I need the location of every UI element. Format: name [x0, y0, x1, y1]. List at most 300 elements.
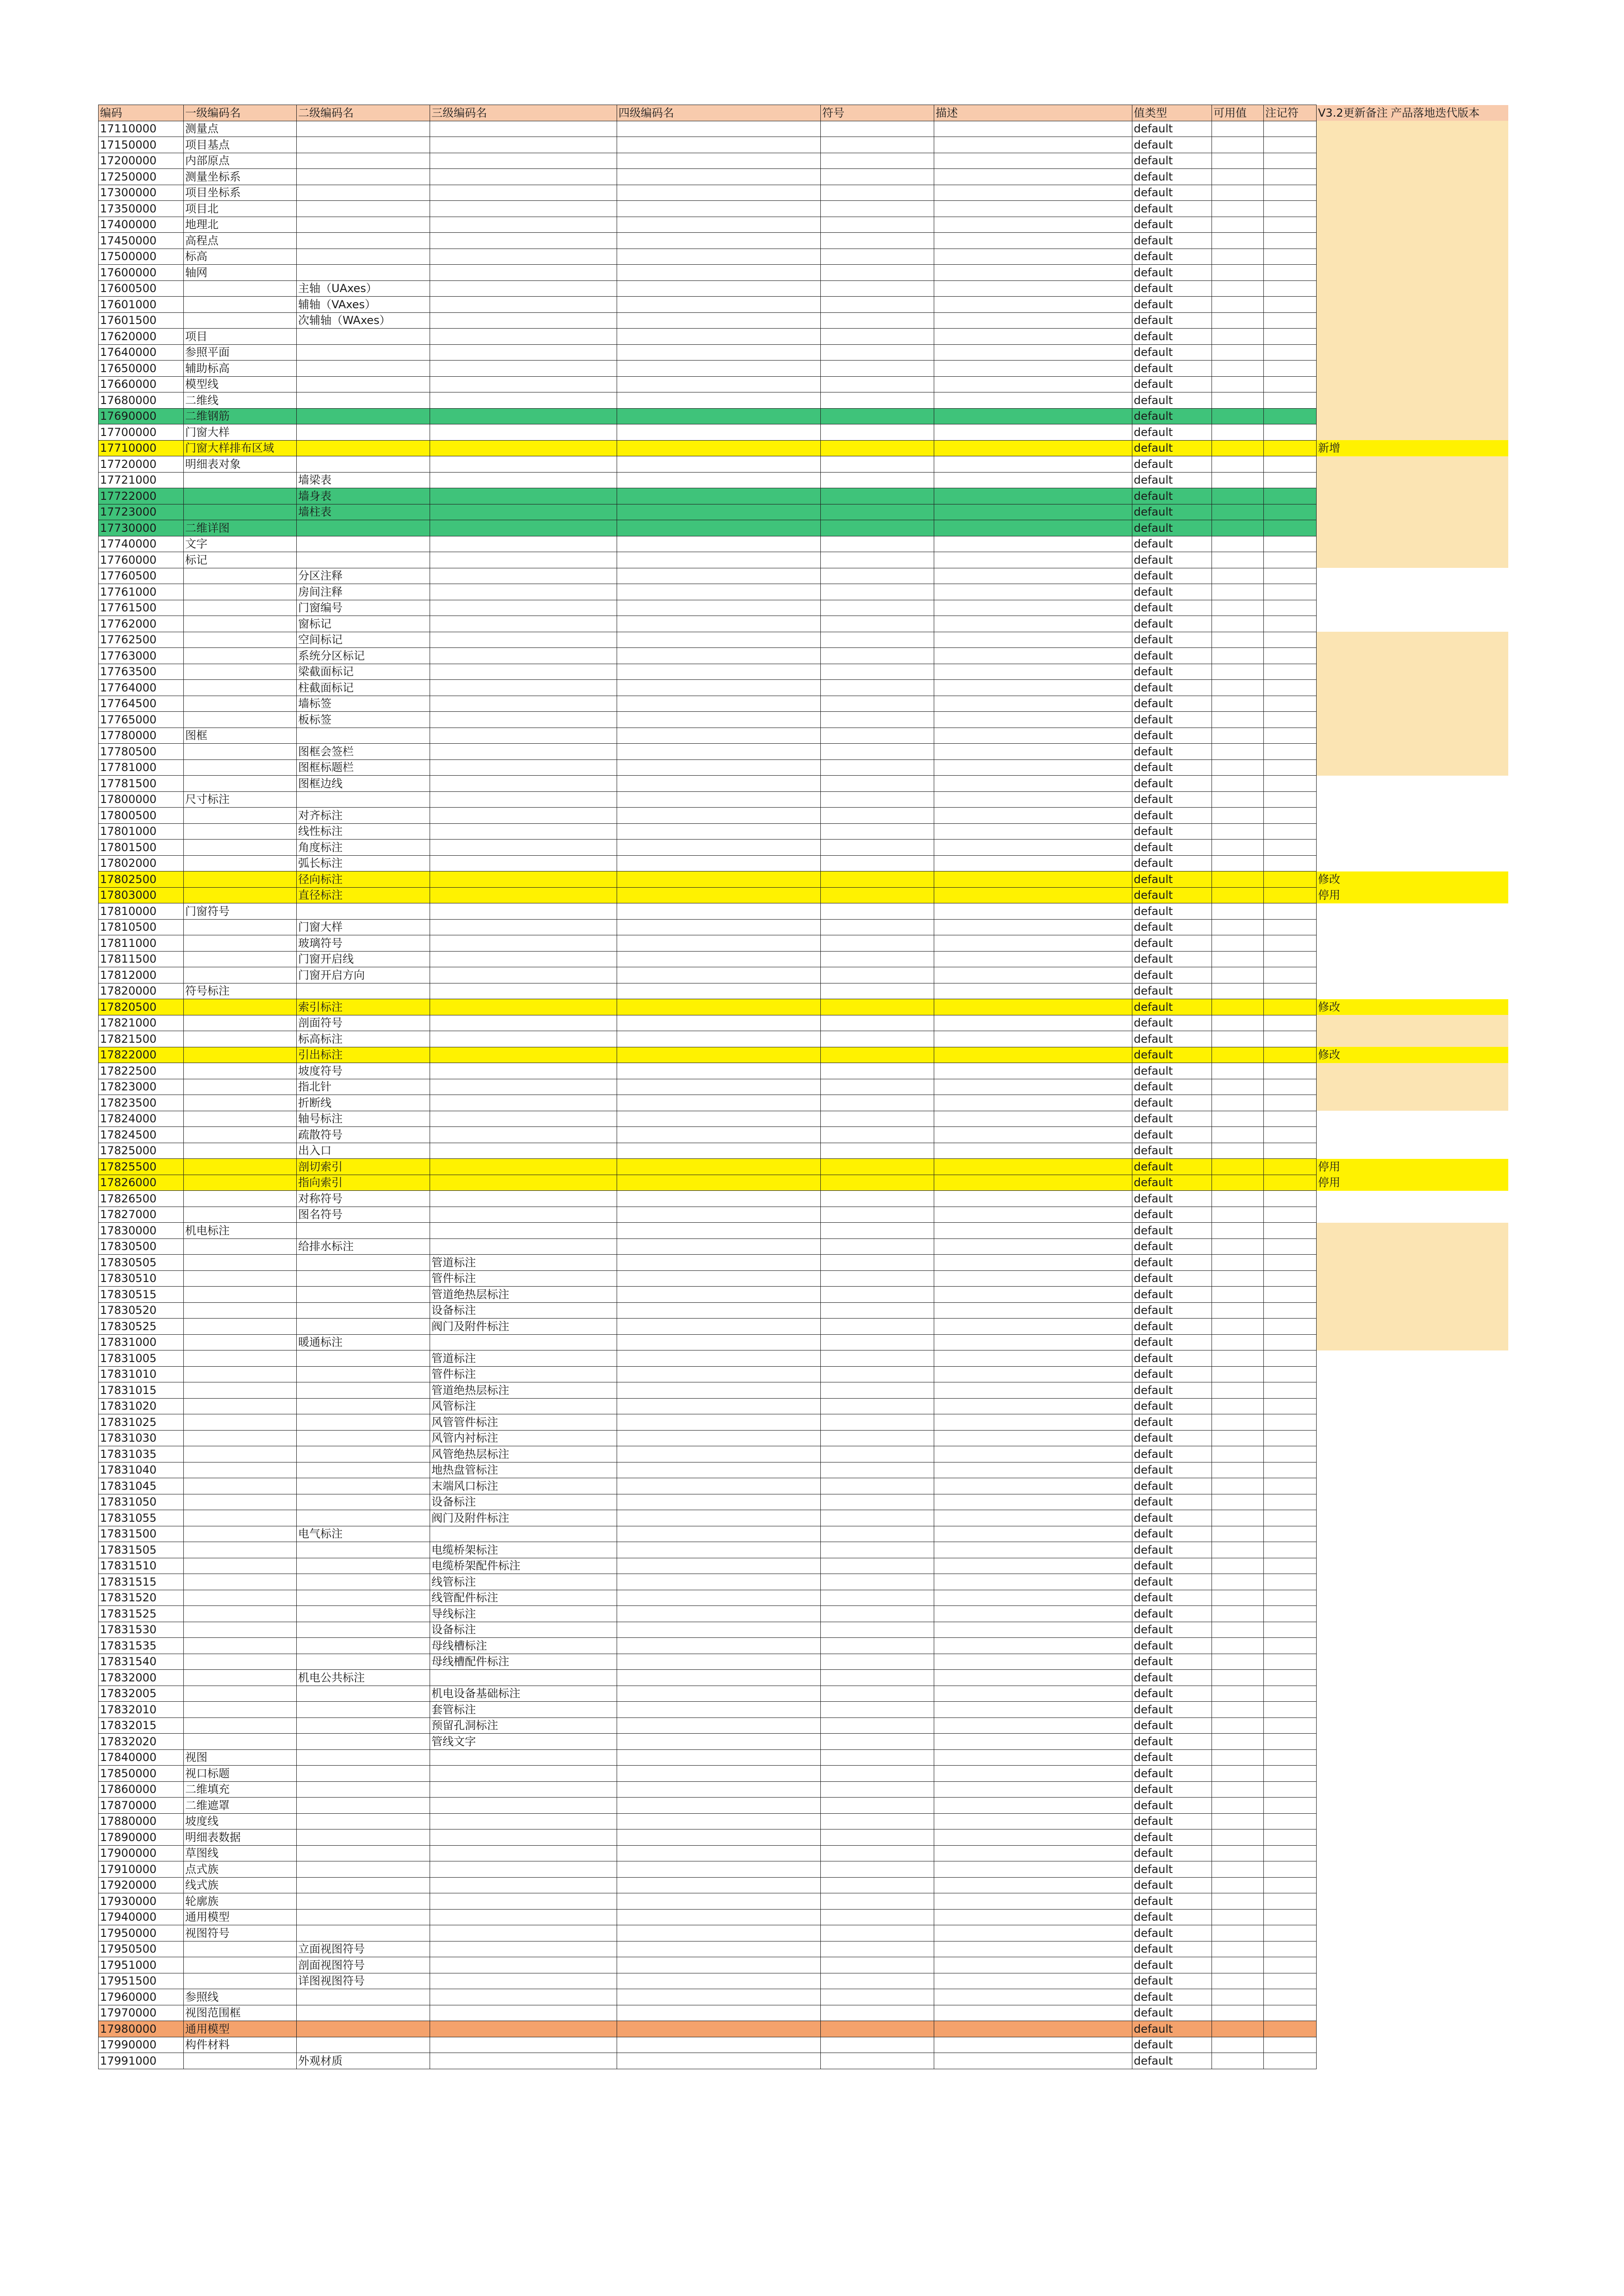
cell-code[interactable]: 17802000	[99, 855, 184, 871]
cell-code[interactable]: 17710000	[99, 440, 184, 456]
cell-code[interactable]: 17765000	[99, 712, 184, 728]
cell-annotation[interactable]	[1264, 680, 1317, 696]
cell-level1-name[interactable]	[184, 1638, 297, 1654]
cell-level3-name[interactable]	[430, 1845, 617, 1861]
cell-update-note[interactable]	[1317, 1430, 1390, 1446]
cell-level4-name[interactable]	[617, 520, 821, 536]
cell-update-note[interactable]	[1317, 584, 1390, 600]
cell-value-type[interactable]: default	[1132, 1654, 1212, 1670]
cell-annotation[interactable]	[1264, 568, 1317, 584]
cell-code[interactable]: 17831045	[99, 1478, 184, 1494]
cell-description[interactable]	[934, 1302, 1132, 1319]
cell-level3-name[interactable]: 管道绝热层标注	[430, 1382, 617, 1399]
cell-level2-name[interactable]	[297, 1462, 430, 1478]
cell-level4-name[interactable]	[617, 1973, 821, 1989]
cell-description[interactable]	[934, 1606, 1132, 1622]
cell-product-version[interactable]	[1389, 1350, 1508, 1367]
cell-annotation[interactable]	[1264, 456, 1317, 473]
cell-code[interactable]: 17820000	[99, 983, 184, 999]
cell-level1-name[interactable]	[184, 808, 297, 824]
cell-symbol[interactable]	[821, 776, 934, 792]
cell-description[interactable]	[934, 1047, 1132, 1063]
cell-level1-name[interactable]	[184, 1143, 297, 1159]
cell-available-values[interactable]	[1212, 1366, 1264, 1382]
cell-description[interactable]	[934, 1462, 1132, 1478]
cell-code[interactable]: 17832010	[99, 1702, 184, 1718]
cell-level2-name[interactable]: 梁截面标记	[297, 664, 430, 680]
cell-level3-name[interactable]	[430, 600, 617, 616]
cell-symbol[interactable]	[821, 1398, 934, 1414]
cell-level4-name[interactable]	[617, 664, 821, 680]
cell-update-note[interactable]	[1317, 1095, 1390, 1111]
cell-description[interactable]	[934, 680, 1132, 696]
cell-available-values[interactable]	[1212, 504, 1264, 520]
cell-description[interactable]	[934, 1558, 1132, 1574]
cell-description[interactable]	[934, 472, 1132, 488]
cell-level1-name[interactable]: 二维填充	[184, 1781, 297, 1798]
cell-update-note[interactable]	[1317, 297, 1390, 313]
cell-description[interactable]	[934, 791, 1132, 808]
cell-product-version[interactable]	[1389, 233, 1508, 249]
cell-annotation[interactable]	[1264, 1638, 1317, 1654]
cell-value-type[interactable]: default	[1132, 1015, 1212, 1031]
cell-product-version[interactable]	[1389, 344, 1508, 361]
cell-value-type[interactable]: default	[1132, 935, 1212, 952]
cell-level4-name[interactable]	[617, 233, 821, 249]
cell-annotation[interactable]	[1264, 1861, 1317, 1878]
cell-level2-name[interactable]: 图框边线	[297, 776, 430, 792]
cell-level1-name[interactable]: 视口标题	[184, 1766, 297, 1782]
cell-value-type[interactable]: default	[1132, 1207, 1212, 1223]
cell-level3-name[interactable]	[430, 1893, 617, 1910]
cell-level1-name[interactable]	[184, 1255, 297, 1271]
cell-level1-name[interactable]	[184, 967, 297, 983]
cell-level2-name[interactable]	[297, 1702, 430, 1718]
cell-level3-name[interactable]: 预留孔洞标注	[430, 1717, 617, 1734]
cell-annotation[interactable]	[1264, 1798, 1317, 1814]
cell-description[interactable]	[934, 712, 1132, 728]
cell-description[interactable]	[934, 967, 1132, 983]
cell-available-values[interactable]	[1212, 312, 1264, 329]
cell-level1-name[interactable]	[184, 759, 297, 776]
cell-update-note[interactable]	[1317, 1207, 1390, 1223]
cell-level3-name[interactable]	[430, 504, 617, 520]
cell-level4-name[interactable]	[617, 1925, 821, 1941]
cell-symbol[interactable]	[821, 536, 934, 552]
cell-product-version[interactable]	[1389, 297, 1508, 313]
cell-level4-name[interactable]	[617, 488, 821, 504]
cell-annotation[interactable]	[1264, 1957, 1317, 1973]
cell-level2-name[interactable]	[297, 249, 430, 265]
cell-value-type[interactable]: default	[1132, 1702, 1212, 1718]
cell-level2-name[interactable]	[297, 1414, 430, 1431]
cell-code[interactable]: 17823000	[99, 1079, 184, 1095]
cell-level2-name[interactable]: 剖面视图符号	[297, 1957, 430, 1973]
cell-product-version[interactable]	[1389, 456, 1508, 473]
cell-level2-name[interactable]	[297, 1909, 430, 1925]
cell-description[interactable]	[934, 1366, 1132, 1382]
cell-symbol[interactable]	[821, 919, 934, 935]
cell-value-type[interactable]: default	[1132, 712, 1212, 728]
cell-level1-name[interactable]: 项目	[184, 329, 297, 345]
cell-code[interactable]: 17761500	[99, 600, 184, 616]
cell-code[interactable]: 17781500	[99, 776, 184, 792]
cell-level3-name[interactable]: 电缆桥架配件标注	[430, 1558, 617, 1574]
cell-level2-name[interactable]: 给排水标注	[297, 1238, 430, 1255]
cell-symbol[interactable]	[821, 1319, 934, 1335]
cell-symbol[interactable]	[821, 1223, 934, 1239]
cell-level2-name[interactable]: 索引标注	[297, 999, 430, 1015]
cell-product-version[interactable]	[1389, 1366, 1508, 1382]
cell-level2-name[interactable]	[297, 1925, 430, 1941]
cell-update-note[interactable]	[1317, 1749, 1390, 1766]
cell-level1-name[interactable]	[184, 1606, 297, 1622]
cell-description[interactable]	[934, 648, 1132, 664]
cell-annotation[interactable]	[1264, 121, 1317, 137]
cell-symbol[interactable]	[821, 1095, 934, 1111]
cell-description[interactable]	[934, 1430, 1132, 1446]
cell-symbol[interactable]	[821, 1494, 934, 1510]
cell-value-type[interactable]: default	[1132, 185, 1212, 201]
cell-annotation[interactable]	[1264, 536, 1317, 552]
cell-value-type[interactable]: default	[1132, 855, 1212, 871]
cell-level3-name[interactable]: 母线槽标注	[430, 1638, 617, 1654]
cell-code[interactable]: 17760500	[99, 568, 184, 584]
cell-value-type[interactable]: default	[1132, 1686, 1212, 1702]
cell-available-values[interactable]	[1212, 1654, 1264, 1670]
cell-available-values[interactable]	[1212, 1542, 1264, 1558]
cell-level3-name[interactable]	[430, 1015, 617, 1031]
cell-level2-name[interactable]: 墙身表	[297, 488, 430, 504]
cell-code[interactable]: 17620000	[99, 329, 184, 345]
cell-level2-name[interactable]	[297, 376, 430, 392]
cell-symbol[interactable]	[821, 376, 934, 392]
cell-annotation[interactable]	[1264, 855, 1317, 871]
cell-level4-name[interactable]	[617, 1366, 821, 1382]
cell-level2-name[interactable]	[297, 1749, 430, 1766]
cell-product-version[interactable]	[1389, 1702, 1508, 1718]
cell-update-note[interactable]	[1317, 759, 1390, 776]
cell-value-type[interactable]: default	[1132, 616, 1212, 632]
cell-level3-name[interactable]: 设备标注	[430, 1622, 617, 1638]
cell-level2-name[interactable]	[297, 1622, 430, 1638]
cell-available-values[interactable]	[1212, 1047, 1264, 1063]
cell-update-note[interactable]	[1317, 1574, 1390, 1590]
cell-level1-name[interactable]	[184, 488, 297, 504]
cell-product-version[interactable]	[1389, 1622, 1508, 1638]
cell-available-values[interactable]	[1212, 1207, 1264, 1223]
cell-value-type[interactable]: default	[1132, 472, 1212, 488]
cell-value-type[interactable]: default	[1132, 903, 1212, 920]
cell-annotation[interactable]	[1264, 1686, 1317, 1702]
cell-level3-name[interactable]	[430, 967, 617, 983]
cell-level1-name[interactable]: 辅助标高	[184, 361, 297, 377]
cell-description[interactable]	[934, 440, 1132, 456]
cell-level1-name[interactable]: 二维线	[184, 392, 297, 409]
cell-level3-name[interactable]	[430, 1079, 617, 1095]
cell-product-version[interactable]	[1389, 759, 1508, 776]
cell-annotation[interactable]	[1264, 1478, 1317, 1494]
cell-value-type[interactable]: default	[1132, 1574, 1212, 1590]
cell-symbol[interactable]	[821, 967, 934, 983]
cell-level2-name[interactable]	[297, 121, 430, 137]
cell-symbol[interactable]	[821, 1462, 934, 1478]
cell-level3-name[interactable]	[430, 1095, 617, 1111]
cell-level2-name[interactable]	[297, 1223, 430, 1239]
cell-annotation[interactable]	[1264, 1047, 1317, 1063]
cell-description[interactable]	[934, 999, 1132, 1015]
cell-code[interactable]: 17722000	[99, 488, 184, 504]
cell-description[interactable]	[934, 1382, 1132, 1399]
cell-level4-name[interactable]	[617, 616, 821, 632]
cell-level2-name[interactable]	[297, 1366, 430, 1382]
cell-update-note[interactable]	[1317, 664, 1390, 680]
cell-update-note[interactable]	[1317, 265, 1390, 281]
cell-code[interactable]: 17500000	[99, 249, 184, 265]
cell-description[interactable]	[934, 1334, 1132, 1350]
cell-value-type[interactable]: default	[1132, 280, 1212, 297]
cell-level2-name[interactable]: 对称符号	[297, 1191, 430, 1207]
cell-level4-name[interactable]	[617, 1734, 821, 1750]
cell-code[interactable]: 17764000	[99, 680, 184, 696]
cell-code[interactable]: 17762500	[99, 632, 184, 648]
cell-product-version[interactable]	[1389, 1143, 1508, 1159]
cell-description[interactable]	[934, 1734, 1132, 1750]
cell-description[interactable]	[934, 1798, 1132, 1814]
cell-update-note[interactable]	[1317, 1414, 1390, 1431]
cell-level1-name[interactable]	[184, 1494, 297, 1510]
cell-update-note[interactable]	[1317, 1893, 1390, 1910]
cell-level4-name[interactable]	[617, 1702, 821, 1718]
cell-product-version[interactable]	[1389, 680, 1508, 696]
cell-value-type[interactable]: default	[1132, 2005, 1212, 2021]
cell-update-note[interactable]	[1317, 919, 1390, 935]
cell-update-note[interactable]	[1317, 1829, 1390, 1846]
cell-code[interactable]: 17880000	[99, 1813, 184, 1829]
cell-level4-name[interactable]	[617, 728, 821, 744]
cell-value-type[interactable]: default	[1132, 1366, 1212, 1382]
cell-product-version[interactable]	[1389, 488, 1508, 504]
cell-product-version[interactable]	[1389, 1095, 1508, 1111]
cell-level1-name[interactable]: 项目坐标系	[184, 185, 297, 201]
cell-description[interactable]	[934, 153, 1132, 169]
cell-available-values[interactable]	[1212, 632, 1264, 648]
cell-description[interactable]	[934, 1111, 1132, 1127]
cell-code[interactable]: 17810000	[99, 903, 184, 920]
cell-level3-name[interactable]	[430, 424, 617, 441]
cell-annotation[interactable]	[1264, 648, 1317, 664]
cell-level2-name[interactable]	[297, 1494, 430, 1510]
cell-available-values[interactable]	[1212, 1781, 1264, 1798]
cell-update-note[interactable]	[1317, 2053, 1390, 2069]
cell-update-note[interactable]	[1317, 776, 1390, 792]
cell-available-values[interactable]	[1212, 1957, 1264, 1973]
cell-level3-name[interactable]	[430, 329, 617, 345]
cell-value-type[interactable]: default	[1132, 1813, 1212, 1829]
cell-code[interactable]: 17740000	[99, 536, 184, 552]
cell-product-version[interactable]	[1389, 1270, 1508, 1287]
cell-annotation[interactable]	[1264, 249, 1317, 265]
cell-code[interactable]: 17900000	[99, 1845, 184, 1861]
cell-level4-name[interactable]	[617, 1398, 821, 1414]
cell-product-version[interactable]	[1389, 632, 1508, 648]
cell-available-values[interactable]	[1212, 887, 1264, 903]
cell-product-version[interactable]	[1389, 999, 1508, 1015]
cell-level2-name[interactable]	[297, 265, 430, 281]
cell-symbol[interactable]	[821, 1063, 934, 1079]
cell-value-type[interactable]: default	[1132, 1893, 1212, 1910]
cell-level4-name[interactable]	[617, 855, 821, 871]
cell-level2-name[interactable]	[297, 536, 430, 552]
cell-value-type[interactable]: default	[1132, 1223, 1212, 1239]
cell-symbol[interactable]	[821, 1813, 934, 1829]
cell-level1-name[interactable]	[184, 1350, 297, 1367]
cell-product-version[interactable]	[1389, 1127, 1508, 1143]
cell-level4-name[interactable]	[617, 1382, 821, 1399]
cell-product-version[interactable]	[1389, 584, 1508, 600]
cell-symbol[interactable]	[821, 1382, 934, 1399]
cell-value-type[interactable]: default	[1132, 1095, 1212, 1111]
cell-annotation[interactable]	[1264, 1749, 1317, 1766]
cell-description[interactable]	[934, 983, 1132, 999]
cell-level3-name[interactable]	[430, 1031, 617, 1047]
cell-product-version[interactable]	[1389, 919, 1508, 935]
cell-annotation[interactable]	[1264, 600, 1317, 616]
cell-level1-name[interactable]	[184, 1015, 297, 1031]
cell-level2-name[interactable]: 机电公共标注	[297, 1670, 430, 1686]
cell-annotation[interactable]	[1264, 1510, 1317, 1526]
cell-level1-name[interactable]: 项目基点	[184, 137, 297, 153]
cell-level3-name[interactable]	[430, 903, 617, 920]
cell-level2-name[interactable]: 窗标记	[297, 616, 430, 632]
cell-annotation[interactable]	[1264, 1015, 1317, 1031]
cell-symbol[interactable]	[821, 1877, 934, 1893]
cell-level3-name[interactable]	[430, 887, 617, 903]
cell-level1-name[interactable]	[184, 1191, 297, 1207]
cell-level3-name[interactable]: 管线文字	[430, 1734, 617, 1750]
cell-product-version[interactable]	[1389, 2037, 1508, 2053]
cell-annotation[interactable]	[1264, 361, 1317, 377]
cell-symbol[interactable]	[821, 1798, 934, 1814]
cell-annotation[interactable]	[1264, 584, 1317, 600]
cell-symbol[interactable]	[821, 1207, 934, 1223]
cell-level1-name[interactable]: 通用模型	[184, 2021, 297, 2037]
cell-level3-name[interactable]	[430, 408, 617, 424]
cell-level3-name[interactable]	[430, 712, 617, 728]
cell-level1-name[interactable]	[184, 1574, 297, 1590]
cell-symbol[interactable]	[821, 903, 934, 920]
cell-level1-name[interactable]	[184, 1398, 297, 1414]
cell-level3-name[interactable]: 风管内衬标注	[430, 1430, 617, 1446]
cell-symbol[interactable]	[821, 1893, 934, 1910]
cell-symbol[interactable]	[821, 1686, 934, 1702]
cell-annotation[interactable]	[1264, 808, 1317, 824]
cell-description[interactable]	[934, 520, 1132, 536]
cell-level1-name[interactable]	[184, 632, 297, 648]
cell-level1-name[interactable]	[184, 744, 297, 760]
cell-level2-name[interactable]	[297, 1861, 430, 1878]
cell-annotation[interactable]	[1264, 408, 1317, 424]
cell-level1-name[interactable]: 模型线	[184, 376, 297, 392]
cell-description[interactable]	[934, 137, 1132, 153]
cell-value-type[interactable]: default	[1132, 951, 1212, 967]
cell-update-note[interactable]	[1317, 855, 1390, 871]
cell-level1-name[interactable]: 符号标注	[184, 983, 297, 999]
cell-level2-name[interactable]	[297, 233, 430, 249]
cell-level2-name[interactable]	[297, 1654, 430, 1670]
cell-product-version[interactable]	[1389, 664, 1508, 680]
cell-symbol[interactable]	[821, 840, 934, 856]
cell-level4-name[interactable]	[617, 137, 821, 153]
cell-level4-name[interactable]	[617, 648, 821, 664]
cell-product-version[interactable]	[1389, 1063, 1508, 1079]
cell-value-type[interactable]: default	[1132, 600, 1212, 616]
cell-code[interactable]: 17781000	[99, 759, 184, 776]
cell-code[interactable]: 17980000	[99, 2021, 184, 2037]
cell-annotation[interactable]	[1264, 2053, 1317, 2069]
cell-symbol[interactable]	[821, 632, 934, 648]
cell-level2-name[interactable]: 折断线	[297, 1095, 430, 1111]
cell-level2-name[interactable]	[297, 1558, 430, 1574]
cell-value-type[interactable]: default	[1132, 1941, 1212, 1957]
cell-description[interactable]	[934, 329, 1132, 345]
cell-level1-name[interactable]	[184, 935, 297, 952]
cell-level4-name[interactable]	[617, 840, 821, 856]
cell-level3-name[interactable]: 管道绝热层标注	[430, 1287, 617, 1303]
cell-code[interactable]: 17831040	[99, 1462, 184, 1478]
cell-code[interactable]: 17920000	[99, 1877, 184, 1893]
cell-symbol[interactable]	[821, 664, 934, 680]
cell-description[interactable]	[934, 744, 1132, 760]
cell-available-values[interactable]	[1212, 935, 1264, 952]
cell-description[interactable]	[934, 408, 1132, 424]
cell-value-type[interactable]: default	[1132, 1766, 1212, 1782]
cell-level2-name[interactable]	[297, 520, 430, 536]
cell-available-values[interactable]	[1212, 1398, 1264, 1414]
cell-code[interactable]: 17831050	[99, 1494, 184, 1510]
cell-product-version[interactable]	[1389, 1749, 1508, 1766]
cell-update-note[interactable]	[1317, 744, 1390, 760]
cell-level2-name[interactable]	[297, 552, 430, 568]
cell-description[interactable]	[934, 1159, 1132, 1175]
cell-level2-name[interactable]: 对齐标注	[297, 808, 430, 824]
cell-symbol[interactable]	[821, 1175, 934, 1191]
cell-description[interactable]	[934, 1861, 1132, 1878]
cell-value-type[interactable]: default	[1132, 983, 1212, 999]
cell-available-values[interactable]	[1212, 1877, 1264, 1893]
cell-level1-name[interactable]: 项目北	[184, 201, 297, 217]
cell-description[interactable]	[934, 1654, 1132, 1670]
cell-description[interactable]	[934, 584, 1132, 600]
cell-available-values[interactable]	[1212, 728, 1264, 744]
cell-level3-name[interactable]	[430, 1223, 617, 1239]
cell-product-version[interactable]	[1389, 728, 1508, 744]
cell-level4-name[interactable]	[617, 424, 821, 441]
cell-available-values[interactable]	[1212, 1191, 1264, 1207]
cell-annotation[interactable]	[1264, 1446, 1317, 1462]
cell-level2-name[interactable]: 出入口	[297, 1143, 430, 1159]
cell-level2-name[interactable]	[297, 1590, 430, 1606]
cell-annotation[interactable]	[1264, 520, 1317, 536]
cell-level4-name[interactable]	[617, 1845, 821, 1861]
cell-annotation[interactable]	[1264, 297, 1317, 313]
cell-value-type[interactable]: default	[1132, 217, 1212, 233]
cell-update-note[interactable]	[1317, 648, 1390, 664]
cell-update-note[interactable]	[1317, 1191, 1390, 1207]
cell-level4-name[interactable]	[617, 201, 821, 217]
cell-description[interactable]	[934, 1877, 1132, 1893]
cell-available-values[interactable]	[1212, 2053, 1264, 2069]
